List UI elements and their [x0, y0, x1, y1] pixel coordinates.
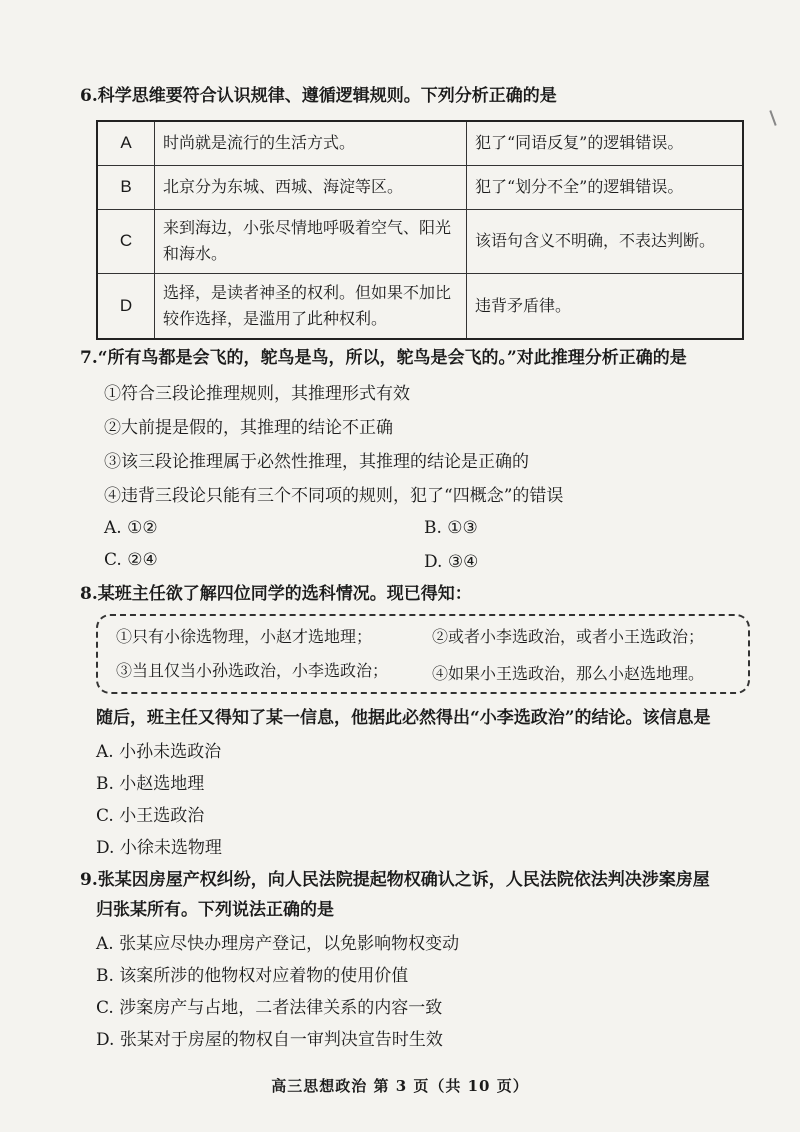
q7-option-c: C. ②④: [104, 550, 158, 570]
q9-option-d: D. 张某对于房屋的物权自一审判决宣告时生效: [96, 1030, 443, 1050]
scan-edge-mark: [769, 110, 776, 126]
table-row: [97, 165, 743, 209]
q8-option-d: D. 小徐未选物理: [96, 838, 222, 858]
q6-row-letter: A: [97, 121, 155, 165]
q8-option-c: C. 小王选政治: [96, 806, 205, 826]
q8-option-b: B. 小赵选地理: [96, 774, 205, 794]
q6-row-statement: 来到海边，小张尽情地呼吸着空气、阳光和海水。: [155, 209, 467, 273]
q9-option-a: A. 张某应尽快办理房产登记，以免影响物权变动: [96, 934, 460, 954]
q8-option-a: A. 小孙未选政治: [96, 742, 222, 762]
q7-option-b: B. ①③: [424, 518, 478, 538]
q7-option-d: D. ③④: [424, 552, 479, 572]
q9-stem-line2: 归张某所有。下列说法正确的是: [96, 900, 334, 920]
q6-table: [96, 120, 744, 340]
q9-option-b: B. 该案所涉的他物权对应着物的使用价值: [96, 966, 409, 986]
q7-stem: 7.“所有鸟都是会飞的，鸵鸟是鸟，所以，鸵鸟是会飞的。”对此推理分析正确的是: [80, 348, 687, 368]
q7-option-a: A. ①②: [104, 518, 158, 538]
q8-condition: ③当且仅当小孙选政治，小李选政治；: [116, 661, 389, 680]
q6-stem: 6.科学思维要符合认识规律、遵循逻辑规则。下列分析正确的是: [80, 86, 557, 106]
table-row: [97, 209, 743, 273]
q6-row-analysis: 违背矛盾律。: [467, 273, 744, 339]
q6-row-statement: 时尚就是流行的生活方式。: [155, 121, 467, 165]
q9-stem-line1: 9.张某因房屋产权纠纷，向人民法院提起物权确认之诉，人民法院依法判决涉案房屋: [80, 870, 710, 890]
table-row: [97, 121, 743, 165]
page-footer: 高三思想政治 第 3 页（共 10 页）: [271, 1077, 529, 1095]
q9-option-c: C. 涉案房产与占地，二者法律关系的内容一致: [96, 998, 443, 1018]
q8-followup: 随后，班主任又得知了某一信息，他据此必然得出“小李选政治”的结论。该信息是: [96, 708, 711, 728]
q6-row-letter: B: [97, 165, 155, 209]
q7-item: ①符合三段论推理规则，其推理形式有效: [104, 384, 410, 404]
q6-row-letter: D: [97, 273, 155, 339]
q7-item: ③该三段论推理属于必然性推理，其推理的结论是正确的: [104, 452, 529, 472]
q7-item: ②大前提是假的，其推理的结论不正确: [104, 418, 393, 438]
q6-row-analysis: 犯了“同语反复”的逻辑错误。: [467, 121, 744, 165]
q8-condition: ①只有小徐选物理，小赵才选地理；: [116, 627, 373, 646]
q8-stem: 8.某班主任欲了解四位同学的选科情况。现已得知：: [80, 584, 472, 604]
q6-row-statement: 北京分为东城、西城、海淀等区。: [155, 165, 467, 209]
table-row: [97, 273, 743, 339]
q6-row-statement: 选择，是读者神圣的权利。但如果不加比较作选择，是滥用了此种权利。: [155, 273, 467, 339]
q6-row-letter: C: [97, 209, 155, 273]
q7-item: ④违背三段论只能有三个不同项的规则，犯了“四概念”的错误: [104, 486, 564, 506]
q6-row-analysis: 该语句含义不明确，不表达判断。: [467, 209, 744, 273]
q8-condition: ②或者小李选政治，或者小王选政治；: [432, 627, 705, 646]
q6-row-analysis: 犯了“划分不全”的逻辑错误。: [467, 165, 744, 209]
q8-condition: ④如果小王选政治，那么小赵选地理。: [432, 664, 705, 683]
